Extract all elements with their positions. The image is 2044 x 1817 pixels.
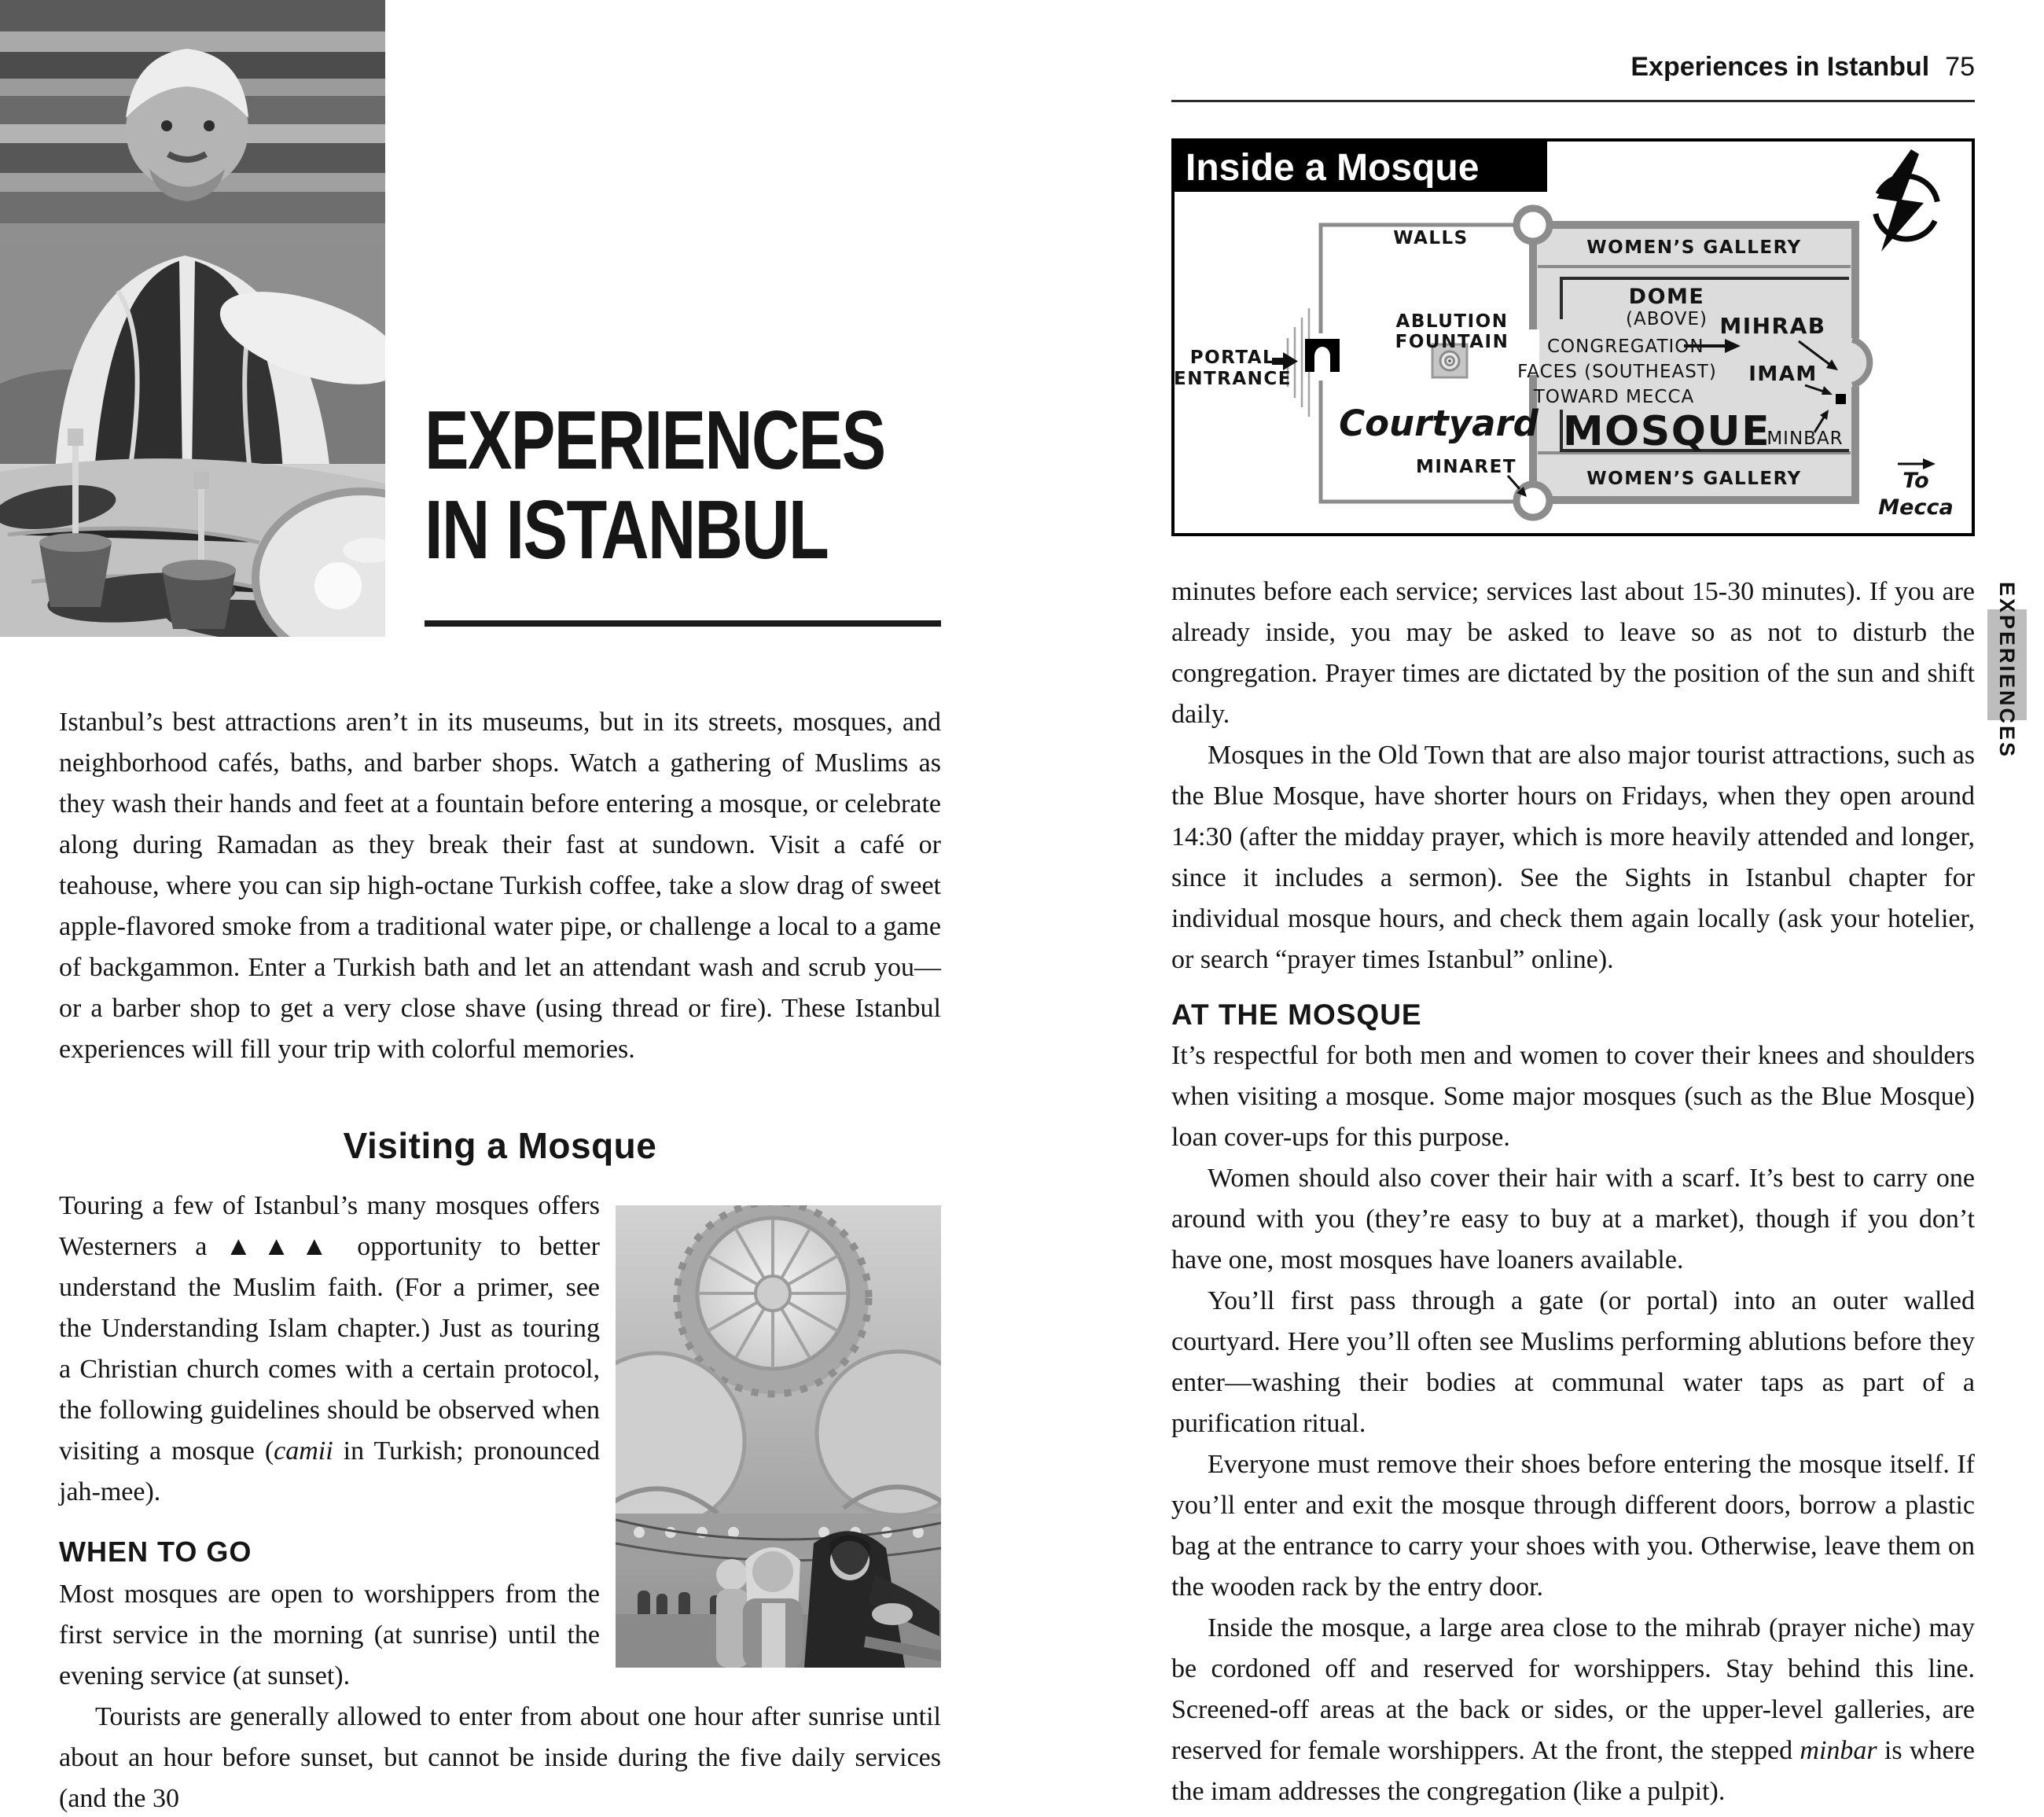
photo-mosque-interior	[616, 1205, 941, 1668]
intro-paragraph-block	[59, 702, 941, 1070]
visiting-paragraph-text: Touring a few of Istanbul’s many mosques offers Westerners a ▲▲▲ opportunity to better understand the Muslim faith. (For a primer, see the Understanding Islam chapter.) Just as touring a Christian church comes with a certain protocol, the following guidelines should be observed when visiting a mosque (	[59, 1191, 600, 1466]
label-dome-sub: (ABOVE)	[1625, 309, 1708, 329]
label-congregation-line2: FACES (SOUTHEAST)	[1517, 362, 1717, 382]
at-mosque-paragraph-3: You’ll first pass through a gate (or portal) into an outer walled courtyard. Here you’ll often see Muslims performing ablutions before they enter—washing their bodies at communal water taps as part of a purification ritual.	[1171, 1286, 1975, 1438]
when-to-go-paragraph-1: Most mosques are open to worshippers from the first service in the morning (at sunrise) until the evening service (at sunset).	[59, 1580, 600, 1690]
at-mosque-paragraph-5-tail: is where the imam addresses the congregation (like a pulpit).	[1171, 1736, 1975, 1806]
at-mosque-paragraph-5	[1171, 1608, 1975, 1812]
minaret-marker-top	[1516, 208, 1550, 241]
figure-light-scarf	[743, 1547, 803, 1668]
at-mosque-paragraph-2: Women should also cover their hair with a scarf. It’s best to carry one around with you (they’re easy to buy at a market), though if you don’t have one, most mosques have loaners available.	[1171, 1164, 1975, 1274]
label-minaret: MINARET	[1415, 457, 1517, 477]
title-rule	[425, 620, 941, 627]
photo-coffee-vendor-art	[0, 0, 385, 637]
page-header-title: Experiences in Istanbul	[1630, 52, 1930, 82]
label-congregation-line1: CONGREGATION	[1547, 337, 1704, 357]
label-to-mecca-line1: To	[1902, 469, 1929, 493]
services-paragraph: minutes before each service; services last about 15-30 minutes). If you are already inside, you may be asked to leave so as not to disturb the congregation. Prayer times are dictated by the position of the sun and shift daily.	[1171, 577, 1975, 729]
at-mosque-paragraph-1: It’s respectful for both men and women to cover their knees and shoulders when visiting a mosque. Some major mosques (such as the Blue Mosque) loan cover-ups for this purpose.	[1171, 1041, 1975, 1152]
label-portal-line1: PORTAL	[1189, 348, 1276, 368]
diagram-title: Inside a Mosque	[1186, 147, 1480, 189]
dome	[677, 1205, 869, 1394]
label-courtyard: Courtyard	[1339, 403, 1539, 444]
visiting-a-mosque-section	[59, 1126, 941, 1817]
label-imam: IMAM	[1748, 362, 1818, 386]
label-dome: DOME	[1628, 285, 1705, 309]
photo-coffee-vendor	[0, 0, 385, 637]
label-ablution-line2: FOUNTAIN	[1395, 332, 1509, 352]
page-number: 75	[1945, 52, 1975, 82]
label-walls: WALLS	[1393, 228, 1469, 248]
at-mosque-paragraph-4: Everyone must remove their shoes before entering the mosque itself. If you’ll enter and exit the mosque through different doors, borrow a plastic bag at the entrance to carry your shoes with you. Otherwise, leave them on the wooden rack by the entry door.	[1171, 1450, 1975, 1602]
label-womens-gallery-bottom: WOMEN’S GALLERY	[1586, 469, 1802, 489]
label-portal-line2: ENTRANCE	[1174, 369, 1292, 389]
section-heading-visiting-a-mosque: Visiting a Mosque	[343, 1125, 657, 1166]
at-mosque-paragraph-5-text: Inside the mosque, a large area close to the mihrab (prayer niche) may be cordoned off and reserved for worshippers. Stay behind this line. Screened-off areas at the back or sides, or the upper-level galleries, are reserved for female worshippers. At the front, the stepped	[1171, 1613, 1975, 1765]
intro-paragraph: Istanbul’s best attractions aren’t in its museums, but in its streets, mosques, and neighborhood cafés, baths, and barber shops. Watch a gathering of Muslims as they wash their hands and feet at a fountain before entering a mosque, or celebrate along during Ramadan as they break their fast at sundown. Visit a café or teahouse, where you can sip high-octane Turkish coffee, take a slow drag of sweet apple-flavored smoke from a traditional water pipe, or challenge a local to a game of backgammon. Enter a Turkish bath and let an attendant wash and scrub you—or a barber shop to get a very close shave (using thread or fire). These Istanbul experiences will fill your trip with colorful memories.	[59, 708, 941, 1064]
label-minbar: MINBAR	[1766, 429, 1844, 449]
label-womens-gallery-top: WOMEN’S GALLERY	[1586, 237, 1802, 258]
heading-at-the-mosque: AT THE MOSQUE	[1171, 999, 1422, 1031]
photo-mosque-interior-art	[616, 1205, 941, 1668]
label-ablution-line1: ABLUTION	[1395, 311, 1509, 332]
at-mosque-paragraph-5-italic: minbar	[1800, 1736, 1877, 1765]
visiting-paragraph-italic: camii	[274, 1436, 333, 1466]
label-congregation-line3: TOWARD MECCA	[1533, 387, 1695, 407]
mihrab-niche	[1846, 338, 1869, 387]
chapter-title	[425, 395, 959, 575]
page-header	[1171, 52, 1975, 83]
label-to-mecca-line2: Mecca	[1878, 495, 1954, 520]
label-mihrab: MIHRAB	[1719, 313, 1826, 339]
right-page-body	[1171, 572, 1975, 1812]
label-mosque: MOSQUE	[1562, 408, 1771, 455]
chapter-title-line1: EXPERIENCES	[425, 394, 885, 487]
chapter-title-line2: IN ISTANBUL	[425, 484, 829, 576]
diagram-art	[1171, 138, 1975, 536]
when-to-go-paragraph-2: Tourists are generally allowed to enter from about one hour after sunrise until about an hour before sunset, but cannot be inside during the five daily services (and the 30	[59, 1702, 941, 1813]
heading-when-to-go: WHEN TO GO	[59, 1536, 252, 1568]
page-header-rule	[1171, 100, 1975, 102]
imam-marker	[1836, 394, 1846, 404]
inside-a-mosque-diagram	[1171, 138, 1975, 536]
chapter-tab-label: EXPERIENCES	[1995, 582, 2019, 760]
old-town-paragraph: Mosques in the Old Town that are also major tourist attractions, such as the Blue Mosque, have shorter hours on Fridays, when they open around 14:30 (after the midday prayer, which is more heavily attended and longer, since it includes a sermon). See the Sights in Istanbul chapter for individual mosque hours, and check them again locally (ask your hotelier, or search “prayer times Istanbul” online).	[1171, 741, 1975, 974]
visiting-paragraph-tail: in Turkish; pronounced jah-mee).	[59, 1436, 601, 1506]
